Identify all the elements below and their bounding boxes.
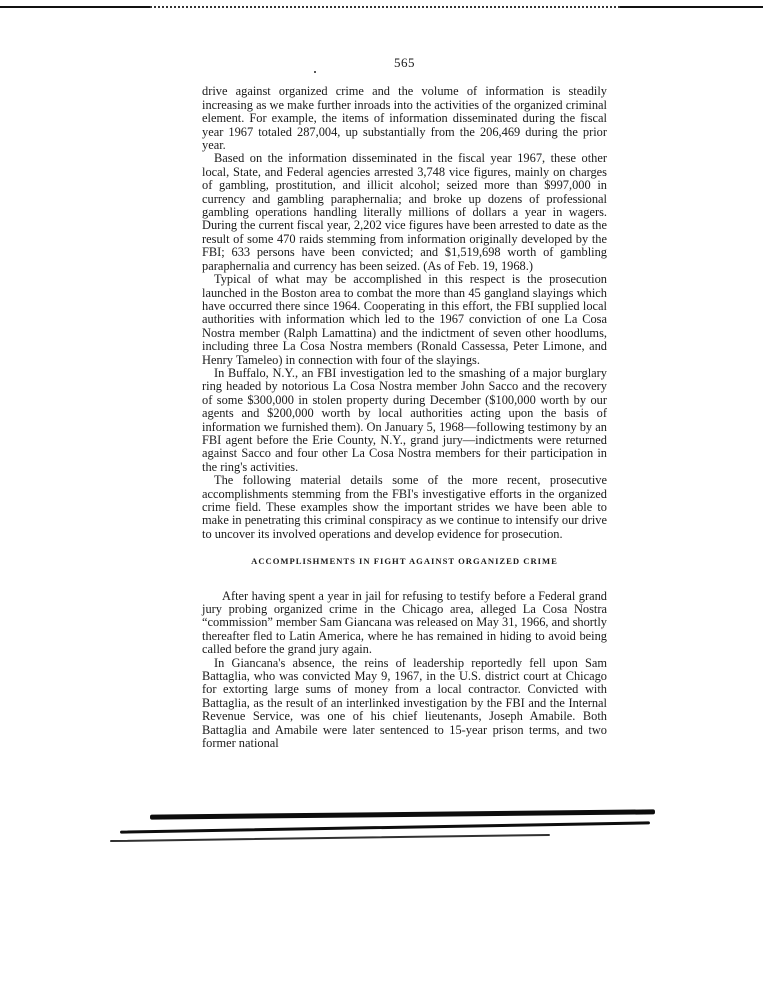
scan-top-edge-line-right [620, 6, 763, 8]
paragraph: Based on the information disseminated in the fiscal year 1967, these other local, State, and Federal agencies arrested 3,748 vice figures, mainly on charges of gambling, prostitution, and illicit alcohol; seized more than $997,000 in currency and gambling paraphernalia; and broke up dozens of professional gambling operations handling literally millions of dollars a year in wagers. During the current fiscal year, 2,202 vice figures have been arrested to date as the result of some 470 raids stemming from information originally developed by the FBI; 633 persons have been convicted; and $1,519,698 worth of gambling paraphernalia and currency has been seized. (As of Feb. 19, 1968.) [202, 151, 607, 273]
paragraph: In Buffalo, N.Y., an FBI investigation led to the smashing of a major burglary ring headed by notorious La Cosa Nostra member John Sacco and the recovery of some $300,000 in stolen property during December ($100,000 worth by our agents and $200,000 worth by local authorities acting upon the basis of information we furnished them). On January 5, 1968—following testimony by an FBI agent before the Erie County, N.Y., grand jury—indictments were returned against Sacco and four other La Cosa Nostra members for their participation in the ring's activities. [202, 365, 607, 474]
paragraph: The following material details some of the more recent, prosecutive accomplishments stemming from the FBI's investigative efforts in the organized crime field. These examples show the important strides we have been able to make in penetrating this criminal conspiracy as we continue to intensify our drive to uncover its involved operations and develop evidence for prosecution. [202, 473, 607, 541]
scan-speck [314, 71, 316, 73]
paragraph: In Giancana's absence, the reins of leadership reportedly fell upon Sam Battaglia, who was convicted May 9, 1967, in the U.S. district court at Chicago for extorting large sums of money from a local contractor. Convicted with Battaglia, as the result of an interlinked investigation by the FBI and the Internal Revenue Service, was one of his chief lieutenants, Joseph Amabile. Both Battaglia and Amabile were later sentenced to 15-year prison terms, and two former national [202, 655, 607, 751]
page-number: 565 [394, 55, 415, 70]
scan-top-dotted-line [150, 6, 620, 8]
scan-bottom-bar [150, 809, 655, 819]
scan-top-edge-line [0, 6, 150, 8]
document-page [202, 56, 607, 751]
scan-bottom-bar [120, 821, 650, 833]
section-heading: ACCOMPLISHMENTS IN FIGHT AGAINST ORGANIZED CRIME [251, 556, 558, 567]
paragraph: Typical of what may be accomplished in this respect is the prosecution launched in the Boston area to combat the more than 45 gangland slayings which have occurred there since 1964. Cooperating in this effort, the FBI supplied local authorities with information which led to the 1967 conviction of one La Cosa Nostra member (Ralph Lamattina) and the indictment of seven other hoodlums, including three La Cosa Nostra members (Ronald Cassessa, Peter Limone, and Henry Tameleo) in connection with four of the slayings. [202, 272, 607, 367]
paragraph: After having spent a year in jail for refusing to testify before a Federal grand jury probing organized crime in the Chicago area, alleged La Cosa Nostra “commission” member Sam Giancana was released on May 31, 1966, and shortly thereafter fled to Latin America, where he has remained in hiding to avoid being called before the grand jury again. [202, 588, 608, 657]
paragraph: drive against organized crime and the volume of information is steadily increasing as we make further inroads into the activities of the organized criminal element. For example, the items of information disseminated during the fiscal year 1967 totaled 287,004, up substantially from the 206,469 during the prior year. [202, 84, 607, 153]
scan-bottom-bar [110, 834, 550, 842]
